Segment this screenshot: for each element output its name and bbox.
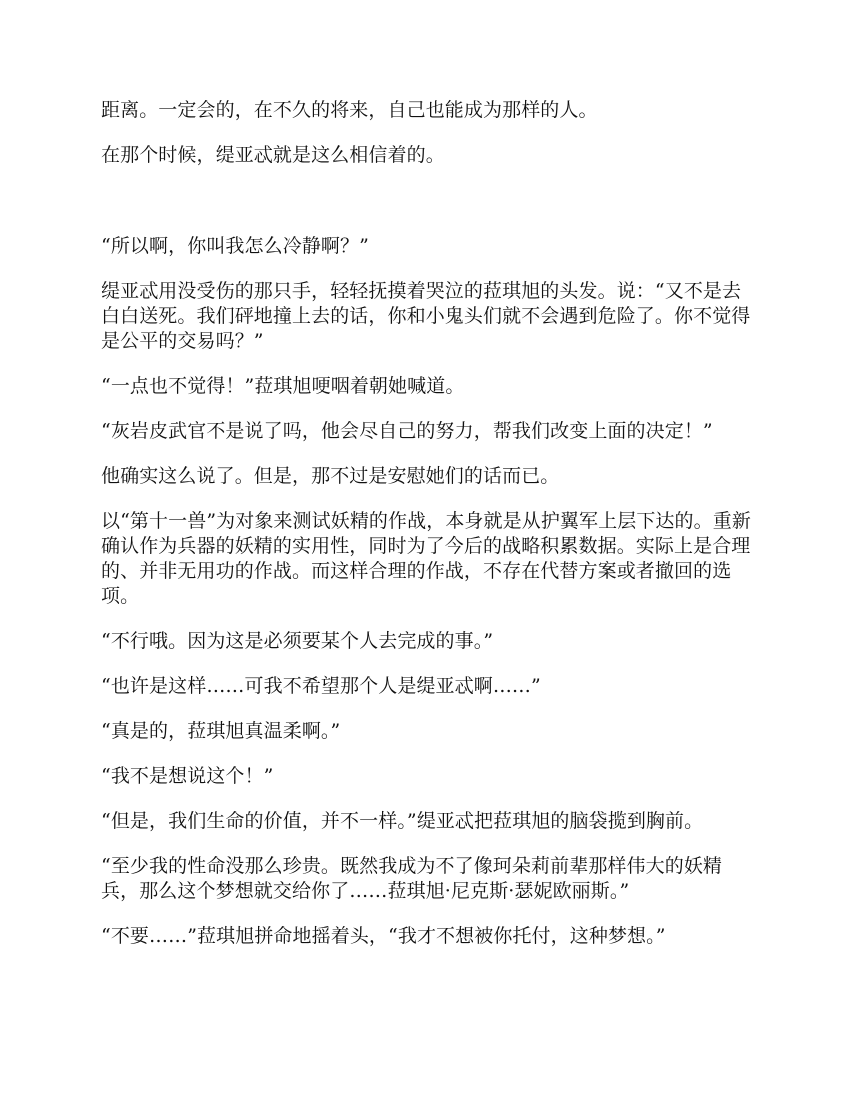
paragraph: 缇亚忒用没受伤的那只手，轻轻抚摸着哭泣的菈琪旭的头发。说：“又不是去白白送死。我们砰地撞上去的话，你和小鬼头们就不会遇到危险了。你不觉得是公平的交易吗？” [101, 280, 751, 352]
paragraph: “灰岩皮武官不是说了吗，他会尽自己的努力，帮我们改变上面的决定！” [101, 420, 713, 442]
section-break [101, 188, 753, 234]
paragraph: 距离。一定会的，在不久的将来，自己也能成为那样的人。 [101, 99, 598, 121]
paragraph: “我不是想说这个！” [101, 765, 274, 787]
paragraph: 在那个时候，缇亚忒就是这么相信着的。 [101, 144, 445, 166]
paragraph: 以“第十一兽”为对象来测试妖精的作战，本身就是从护翼军上层下达的。重新确认作为兵器的妖精的实用性，同时为了今后的战略积累数据。实际上是合理的、并非无用功的作战。而这样合理的作战，不存在代替方案或者撤回的选项。 [101, 510, 751, 607]
paragraph: “不要……”菈琪旭拼命地摇着头，“我才不想被你托付，这种梦想。” [101, 925, 666, 947]
paragraph: “也许是这样……可我不希望那个人是缇亚忒啊……” [101, 675, 541, 697]
paragraph: “真是的，菈琪旭真温柔啊。” [101, 720, 341, 742]
paragraph: “一点也不觉得！”菈琪旭哽咽着朝她喊道。 [101, 375, 465, 397]
paragraph: “不行哦。因为这是必须要某个人去完成的事。” [101, 630, 494, 652]
paragraph: 他确实这么说了。但是，那不过是安慰她们的话而已。 [101, 465, 560, 487]
document-body [101, 98, 753, 969]
paragraph: “至少我的性命没那么珍贵。既然我成为不了像珂朵莉前辈那样伟大的妖精兵，那么这个梦想就交给你了……菈琪旭·尼克斯·瑟妮欧丽斯。” [101, 855, 723, 902]
paragraph: “但是，我们生命的价值，并不一样。”缇亚忒把菈琪旭的脑袋揽到胸前。 [101, 810, 704, 832]
paragraph: “所以啊，你叫我怎么冷静啊？” [101, 235, 369, 257]
